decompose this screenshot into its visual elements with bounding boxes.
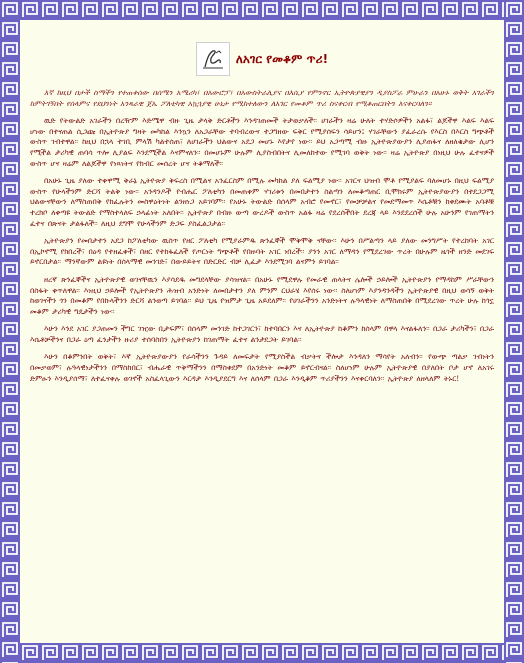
paragraph: ዉድ የትውልድ አገራችን በረዥም እድሜዋ ብዙ ጊዜ ታላቅ ድርቶችን እንዳገጠመች ትታወቃለች፡፡ ሀገራችን ዛሬ ሁለት ተሃድሶዎችን አልፋ፣ ልጆችዋ እልፍ እልፍ ሆነው በተናጠል ሲጋጩ በኢትዮጵያ ግዛት መካከል እንኳን ለአጋራቸው ተባብረውና ተጋግዘው ፍቅር የሚያሰፍን ሳይሆን፤ ሃገራቸውን ያፈራረሱ የእርስ በእርስ ግጭቶች ውስጥ ገብተዋል፡፡ ከዚህ በኋላ ተገቢ ምላሽ ካልተሰጠ፣ ለሀገራችን ህልውና አደጋ መሆኑ እየታየ ነው፡፡ ይህ አጋጣሚ ብዙ ኢትዮጵያውያን ሊያጠፋና ለዘለቄታው ሊሆን የሚችል ታሪካዊ ጠባሳ ጥሎ ሊያልፍ እንደሚችል እናምናለን፡፡ በመሆኑም ሁሉም ሊያስብበትና ሊመለከተው የሚገባ ወቅት ነው፡፡ ዛሬ ኢትዮጵያ በነዚህ ሁሉ ፈተናዎች ውስጥ ሆና ዛሬም ለልጆችዋ የነጻነትና የክብር መሰረት ሆና ትቆማለች፡፡ (30, 116, 494, 168)
document-content (30, 30, 494, 636)
paragraph: እሁን በቆምንበት ወቅት፣ እኛ ኢትዮጵያውያን የራሳችንን ጉዳይ ለመፍታት የሚያስችል ብቃትና ችሎታ እንዳለን ማሳየት አለብን፡፡ የውጭ ጣልቃ ገብነትን በመቃወም፣ ሉዓላዊነታችንን በማስከበር፣ ብሔራዊ ጥቅማችንን በማስቀደም በአንድነት መቆም ይኖርብናል፡፡ ስለሆነም ሁሉም ኢትዮጵያዊ በያለበት ቦታ ሆኖ ለአገሩ ድምፁን እንዲያሰማ፣ ለተፈናቀሉ ወገኖች አስፈላጊውን እርዳታ እንዲያደርግ እና ለሰላም በጋራ እንዲቆም ጥሪያችንን እናቀርባለን፡፡ ኢትዮጵያ ለዘላለም ትኑር! (30, 352, 494, 383)
decorative-border-left (0, 0, 20, 663)
paragraph: በአሁኑ ጊዜ ያለው ተቀዋሚ ቅራኔ ኢትዮጵያ ቅፍረስ በሚልና አንፈርስም በሚሉ መካከል ያለ ፍልሚያ ነው፡፡ አገርና ህዝብ ሞቶ የሚያልፍ ባለመሆኑ በዚህ ፍልሚያ ውስጥ የሁላችንም ድርሻ ትልቅ ነው፡፡ አንዳንዶች የብሔር ፖለቲካን በመጠቀም ሃገሪቱን በመበታተን ስልጣን ለመቆጣጠር ቢሞክሩም ኢትዮጵያውያን በተደጋጋሚ ህልውናቸውን ለማስጠበቅ የከፈሉትን መስዋዕትነት ልንዘነጋ አይገባም፡፡ የአሁኑ ትውልድ በሰላም አብሮ የመኖር፣ የመቻቻልና የመደማመጥ እሴቶቹን ከቀደሙት አባቶቹ ተረክቦ ለቀጣዩ ትውልድ የማስተላለፍ ኃላፊነት አለበት፡፡ ኢትዮጵያ በብዙ ውጣ ውረዶች ውስጥ አልፋ ዛሬ የደረሰችበት ደረጃ ላይ እንደደረሰች ሁሉ አሁንም የገጠማትን ፈተና በጽናት ታልፋለች፡፡ ለዚህ ደግሞ የሁላችንም ድጋፍ ያስፈልጋታል፡፡ (30, 176, 494, 228)
header (30, 42, 494, 76)
paragraph: ዘረኛ ጽንፈኞችና ኢትዮጵያዊ ወገናቸዉን እያሳደዱ መግደላቸው ያሳዝናል፡፡ በአሁኑ የሚደዋሉ የመራዊ ጠላትና ሌሎች ኃይሎች ኢትዮጵያን የማዳከም ሥራቸውን በስፋት ቀጥለዋል፡፡ እነዚህ ኃይሎች የኢትዮጵያን ሕዝብ አንድነት ለመበታተን ያለ ምንም ርህራሄ እየሰሩ ነው፡፡ ስለሆነም እያንዳንዳችን ኢትዮጵያዊ በዚህ ወሳኝ ወቅት ከወገናችን ጎን በመቆም የበኩላችንን ድርሻ ልንወጣ ይገባል፡፡ ይህ ጊዜ የዝምታ ጊዜ አይደለም፡፡ የሀገራችንን አንድነትና ሉዓላዊነት ለማስጠበቅ በሚደረገው ጥረት ሁሉ ከጎኗ መቆም ታሪካዊ ግዴታችን ነው፡፡ (30, 274, 494, 316)
paragraph: እሁን እንደ አገር ያጋጠመን ችግር ገዢው ቢታፍም፣ በሰላም መንገድ ከተጋገርን፣ ከተባበርን እና ለኢትዮጵያ ከቆምን ከሰላም በዋላ እናልፋለን፡፡ በጋራ ታሪካችን፣ በጋራ እሴቶቻችንና በጋራ ዕጣ ፈንታችን ዙሪያ ተሰባስበን ኢትዮጵያን ከገጠማት ፈተና ልንታደጋት ይገባል፡፡ (30, 324, 494, 344)
page-title: ለአገር የመቆም ጥሪ! (235, 51, 329, 66)
decorative-border-bottom (0, 643, 524, 663)
decorative-border-right (504, 0, 524, 663)
paragraph: ኢትዮጵያን የመበታተን አደጋ ከፖለቲካው ዉስጥ የዘር ፖለቲካ የሚያራምዱ ጽንፈኞች ሞቅሞቅ ናቸው፡፡ እሁን በሥልጣን ላይ ያለው መንግሥት የተረከባት አገር በኢኮኖሚ የክበረች፣ በዕዳ የተዘፈቀች፣ በዘር የተከፋፈለች የጦርነት ግጭቶች የበዙባት አገር ነበረች፡፡ ያንን አገር ለማዳን የሚደረገው ጥረት በሁሉም ዜጎች ዘንድ መደገፍ ይኖርበታል፡፡ ማንኛውም ልዩነት በሰላማዊ መንገድ፣ በውይይትና በድርድር ብቻ ሊፈታ እንደሚገባ ልናምን ይገባል፡፡ (30, 236, 494, 267)
decorative-border-top (0, 0, 524, 20)
logo-icon (196, 42, 230, 76)
paragraph-intro: እኛ ከዚህ በታች ስማችን የተጠቀሰው በሰሜን አሜሪካ፣ በአውሮፓ፣ በአውስትራሊያና በእሲያ የምንኖር ኢትዮጵያዊያን ዲያስፖራ ምሁራን በአሁኑ ወቅት አገራችን ከምትገኝበት የሰላምና የደህንነት አንጻራዊ ጀኤ ፖለቲካዊ አኳኋያዊ ሁኔታ የሚከተለውን ለአገር የመቆም ጥሪ ስናቀርብ የሚቆጠርበትን እናቀርባለን፡፡ (30, 88, 494, 108)
